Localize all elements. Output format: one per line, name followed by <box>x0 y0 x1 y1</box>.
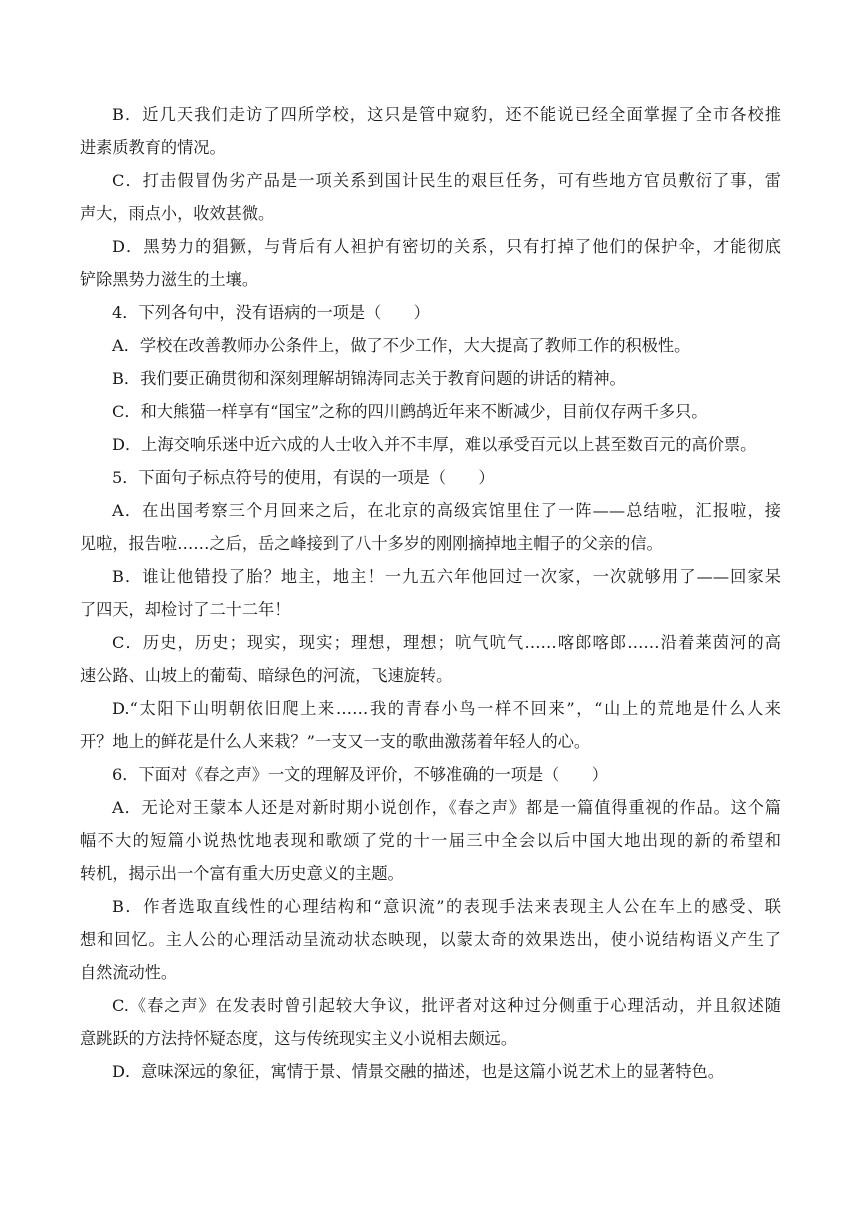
q5-option-d-line-2: 开？地上的鲜花是什么人来栽？”一支又一支的歌曲激荡着年轻人的心。 <box>80 732 591 751</box>
q5-option-d-line-1: D.“太阳下山明朝依旧爬上来……我的青春小鸟一样不回来”，“山上的荒地是什么人来 <box>112 699 781 718</box>
q5-option-c-line-2: 速公路、山坡上的葡萄、暗绿色的河流，飞速旋转。 <box>80 666 453 685</box>
q6-option-a-line-1: A．无论对王蒙本人还是对新时期小说创作，《春之声》都是一篇值得重视的作品。这个篇 <box>112 798 781 817</box>
question-6: 6．下面对《春之声》一文的理解及评价，不够准确的一项是（ ） <box>112 765 608 784</box>
q5-option-b-line-2: 了四天，却检讨了二十二年！ <box>80 600 291 619</box>
option-c-line-1: C．打击假冒伪劣产品是一项关系到国计民生的艰巨任务，可有些地方官员敷衍了事，雷 <box>112 171 781 190</box>
q6-option-b-line-3: 自然流动性。 <box>80 963 178 982</box>
question-4: 4．下列各句中，没有语病的一项是（ ） <box>112 303 430 322</box>
q6-option-a-line-2: 幅不大的短篇小说热忱地表现和歌颂了党的十一届三中全会以后中国大地出现的新的希望和 <box>80 831 781 850</box>
q4-option-a: A．学校在改善教师办公条件上，做了不少工作，大大提高了教师工作的积极性。 <box>112 336 691 355</box>
option-b-line-1: B．近几天我们走访了四所学校，这只是管中窥豹，还不能说已经全面掌握了全市各校推 <box>112 105 781 124</box>
option-c-line-2: 声大，雨点小，收效甚微。 <box>80 204 275 223</box>
q5-option-a-line-2: 见啦，报告啦……之后，岳之峰接到了八十多岁的刚刚摘掉地主帽子的父亲的信。 <box>80 534 663 553</box>
q6-option-d: D．意味深远的象征，寓情于景、情景交融的描述，也是这篇小说艺术上的显著特色。 <box>112 1062 724 1081</box>
q4-option-b: B．我们要正确贯彻和深刻理解胡锦涛同志关于教育问题的讲话的精神。 <box>112 369 626 388</box>
q5-option-b-line-1: B．谁让他错投了胎？地主，地主！一九五六年他回过一次家，一次就够用了——回家呆 <box>112 567 781 586</box>
q5-option-a-line-1: A．在出国考察三个月回来之后，在北京的高级宾馆里住了一阵——总结啦，汇报啦，接 <box>112 501 781 520</box>
q4-option-c: C．和大熊猫一样享有“国宝”之称的四川鹧鸪近年来不断减少，目前仅存两千多只。 <box>112 402 708 421</box>
option-d-line-2: 铲除黑势力滋生的土壤。 <box>80 270 259 289</box>
q5-option-c-line-1: C．历史，历史；现实，现实；理想，理想；吭气吭气……喀郎喀郎……沿着莱茵河的高 <box>112 633 781 652</box>
q6-option-b-line-2: 想和回忆。主人公的心理活动呈流动状态映现，以蒙太奇的效果迭出，使小说结构语义产生了 <box>80 930 781 949</box>
q6-option-b-line-1: B．作者选取直线性的心理结构和“意识流”的表现手法来表现主人公在车上的感受、联 <box>112 897 781 916</box>
question-5: 5．下面句子标点符号的使用，有误的一项是（ ） <box>112 468 495 487</box>
q6-option-c-line-2: 意跳跃的方法持怀疑态度，这与传统现实主义小说相去颇远。 <box>80 1029 518 1048</box>
option-d-line-1: D．黑势力的猖獗，与背后有人袒护有密切的关系，只有打掉了他们的保护伞，才能彻底 <box>112 237 781 256</box>
option-b-line-2: 进素质教育的情况。 <box>80 138 226 157</box>
q6-option-a-line-3: 转机，揭示出一个富有重大历史意义的主题。 <box>80 864 404 883</box>
q4-option-d: D．上海交响乐迷中近六成的人士收入并不丰厚，难以承受百元以上甚至数百元的高价票。 <box>112 435 757 454</box>
q6-option-c-line-1: C.《春之声》在发表时曾引起较大争议，批评者对这种过分侧重于心理活动，并且叙述随 <box>112 996 781 1015</box>
